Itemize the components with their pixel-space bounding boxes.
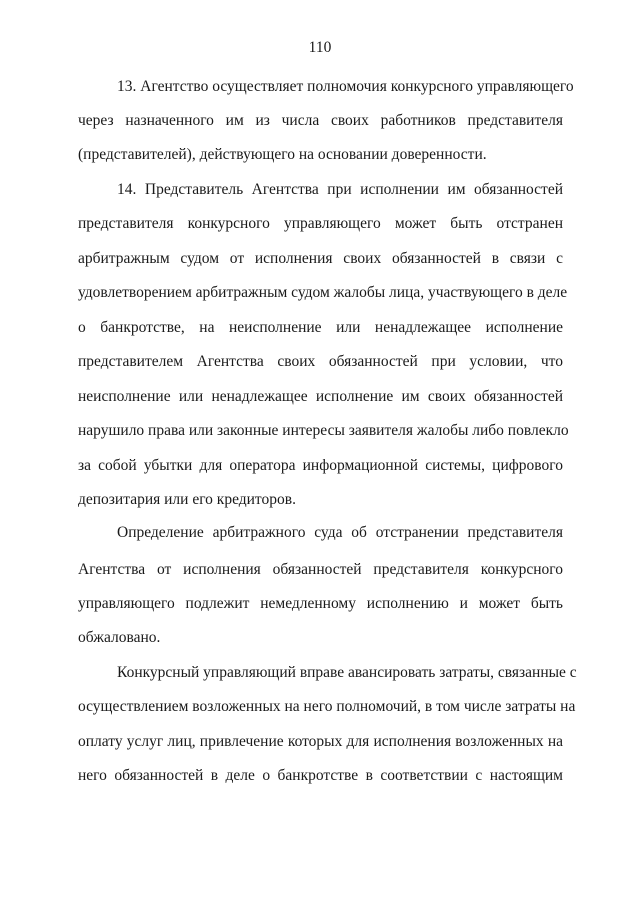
paragraph-3-line-4: обжаловано.	[78, 629, 161, 646]
paragraph-3-line-3: управляющего подлежит немедленному исполнению и может быть	[78, 595, 563, 612]
paragraph-14-line-6: представителем Агентства своих обязанностей при условии, что	[78, 353, 563, 370]
paragraph-4-line-3: оплату услуг лиц, привлечение которых для исполнения возложенных на	[78, 733, 563, 750]
page-number: 110	[308, 39, 332, 56]
paragraph-14-line-4: удовлетворением арбитражным судом жалобы лица, участвующего в деле	[78, 284, 568, 301]
paragraph-14-line-3: арбитражным судом от исполнения своих обязанностей в связи с	[78, 250, 563, 267]
paragraph-3-line-2: Агентства от исполнения обязанностей представителя конкурсного	[78, 561, 563, 578]
paragraph-4-line-2: осуществлением возложенных на него полномочий, в том числе затраты на	[78, 698, 576, 715]
paragraph-14-line-8: нарушило права или законные интересы заявителя жалобы либо повлекло	[78, 422, 569, 439]
paragraph-14-line-5: о банкротстве, на неисполнение или ненадлежащее исполнение	[78, 319, 563, 336]
paragraph-14-line-7: неисполнение или ненадлежащее исполнение им своих обязанностей	[78, 388, 563, 405]
paragraph-4-line-4: него обязанностей в деле о банкротстве в соответствии с настоящим	[78, 767, 563, 784]
paragraph-14-line-1: 14. Представитель Агентства при исполнении им обязанностей	[117, 181, 563, 198]
paragraph-13-line-1: 13. Агентство осуществляет полномочия конкурсного управляющего	[117, 78, 574, 95]
paragraph-4-line-1: Конкурсный управляющий вправе авансировать затраты, связанные с	[117, 664, 577, 681]
paragraph-14-line-2: представителя конкурсного управляющего может быть отстранен	[78, 215, 563, 232]
paragraph-13-line-3: (представителей), действующего на основании доверенности.	[78, 146, 487, 163]
paragraph-14-line-10: депозитария или его кредиторов.	[78, 491, 296, 508]
paragraph-3-line-1: Определение арбитражного суда об отстранении представителя	[117, 524, 563, 541]
paragraph-13-line-2: через назначенного им из числа своих работников представителя	[78, 112, 563, 129]
paragraph-14-line-9: за собой убытки для оператора информационной системы, цифрового	[78, 457, 563, 474]
